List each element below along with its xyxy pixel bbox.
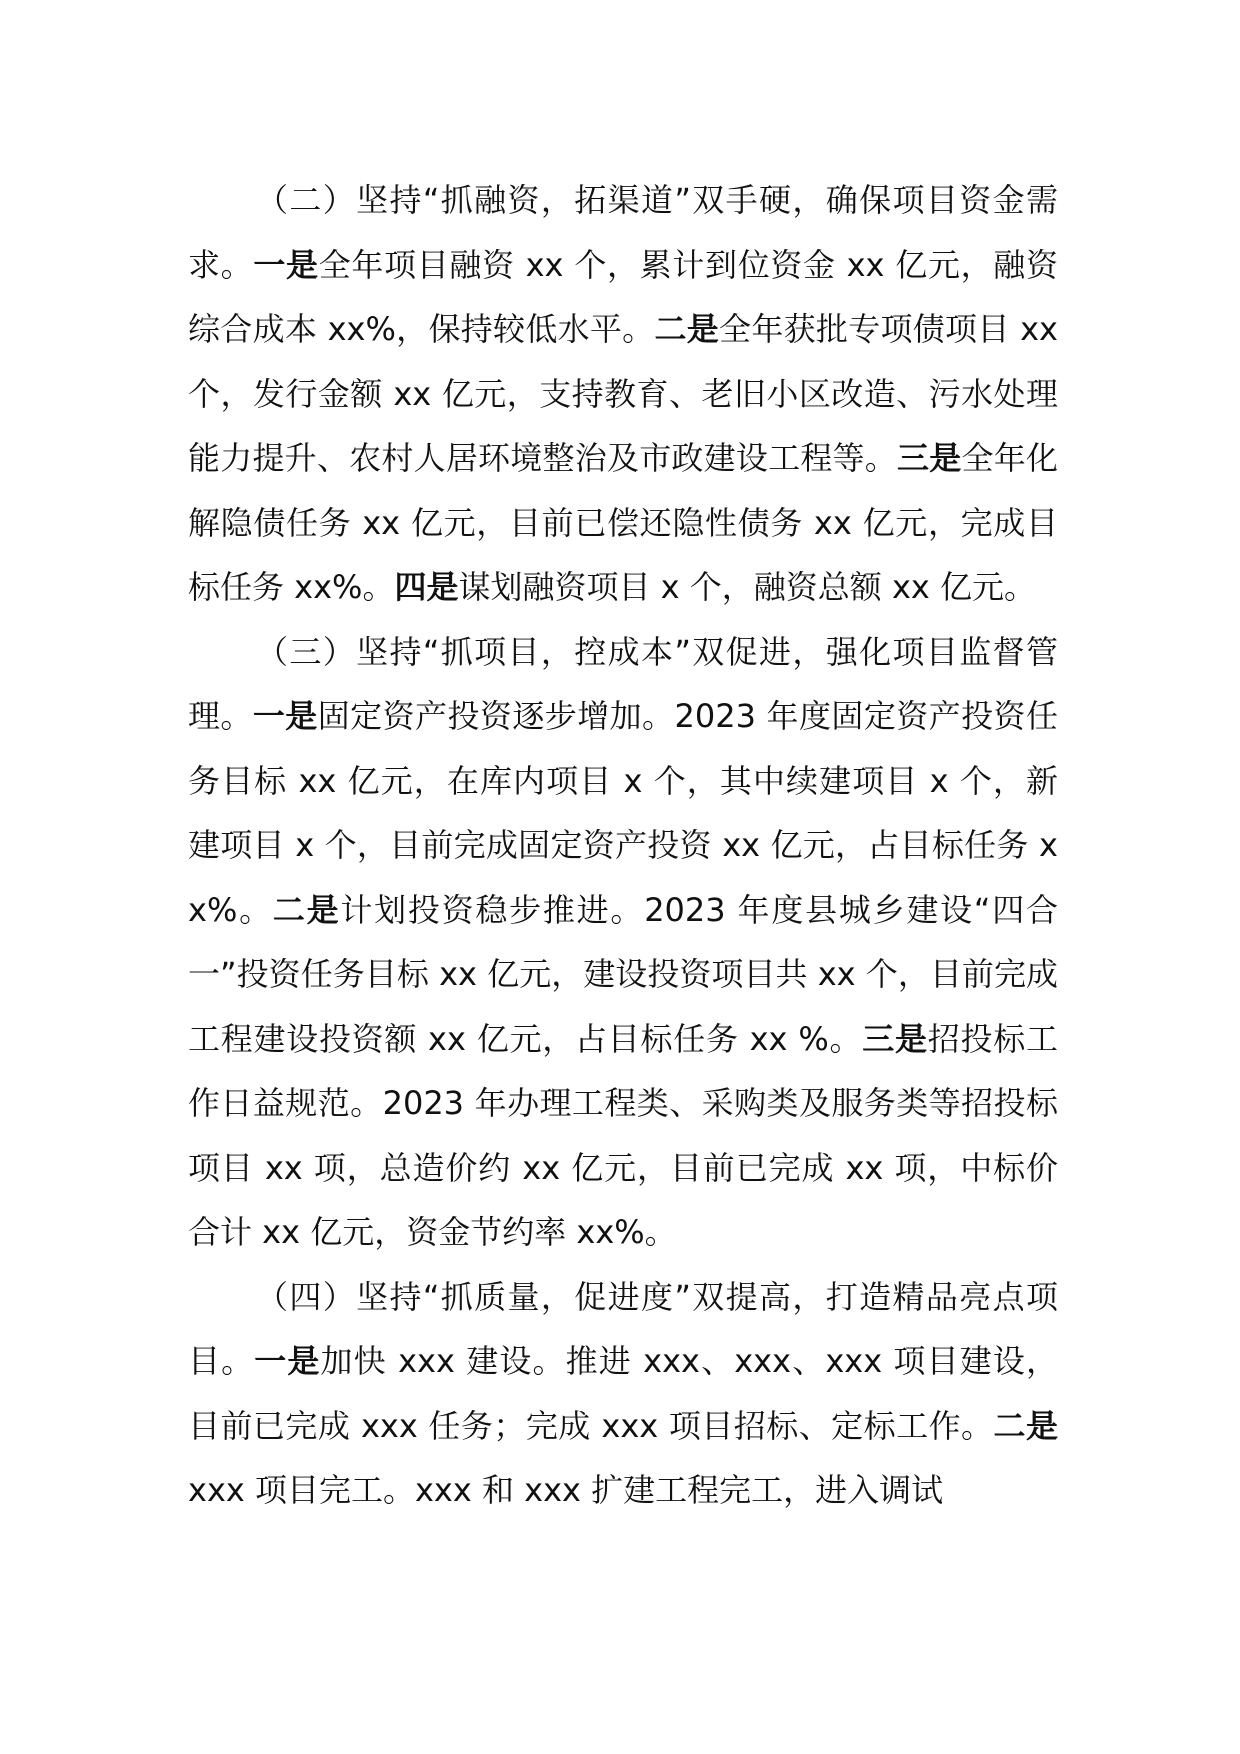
point-label-2: 二是 [654, 310, 720, 348]
document-body [188, 168, 1058, 1523]
paragraph-text: 招投标工作日益规范。2023 年办理工程类、采购类及服务类等招投标项目 xx 项，总造价约 xx 亿元，目前已完成 xx 项，中标价合计 xx 亿元，资金节约率 xx%。 [188, 1019, 1058, 1251]
paragraph-financing [188, 168, 1058, 620]
point-label-2: 二是 [272, 890, 341, 929]
paragraph-text: （三）坚持“抓项目，控成本”双促进，强化项目监督管理。 [188, 632, 1058, 735]
point-label-1: 一是 [253, 245, 319, 284]
paragraph-text: 加快 xxx 建设。推进 xxx、xxx、xxx 项目建设，目前已完成 xxx 任务；完成 xxx 项目招标、定标工作。 [188, 1342, 1058, 1445]
point-label-3: 三是 [862, 1019, 928, 1058]
point-label-4: 四是 [394, 568, 459, 606]
point-label-1: 一是 [252, 697, 318, 735]
paragraph-text: 计划投资稳步推进。2023 年度县城乡建设“四合一”投资任务目标 xx 亿元，建设投资项目共 xx 个，目前完成工程建设投资额 xx 亿元，占目标任务 xx %。 [188, 890, 1058, 1058]
paragraph-text: xxx 项目完工。xxx 和 xxx 扩建工程完工，进入调试 [188, 1471, 944, 1509]
paragraph-text: 固定资产投资逐步增加。2023 年度固定资产投资任务目标 xx 亿元，在库内项目 x 个，其中续建项目 x 个，新建项目 x 个，目前完成固定资产投资 xx 亿元，占目标任务 xx%。 [188, 697, 1058, 929]
paragraph-text: （二）坚持“抓融资，拓渠道”双手硬，确保项目资金需求。 [188, 181, 1058, 284]
point-label-3: 三是 [897, 439, 962, 477]
paragraph-text: 全年化解隐债任务 xx 亿元，目前已偿还隐性债务 xx 亿元，完成目标任务 xx%。 [188, 439, 1058, 606]
paragraph-text: 全年项目融资 xx 个，累计到位资金 xx 亿元，融资综合成本 xx%，保持较低水平。 [188, 245, 1058, 348]
paragraph-text: （四）坚持“抓质量，促进度”双提高，打造精品亮点项目。 [188, 1277, 1058, 1380]
paragraph-quality-progress [188, 1265, 1058, 1523]
paragraph-text: 谋划融资项目 x 个，融资总额 xx 亿元。 [458, 568, 1036, 606]
point-label-2: 二是 [993, 1406, 1058, 1445]
point-label-1: 一是 [254, 1342, 321, 1380]
paragraph-project-cost [188, 620, 1058, 1265]
paragraph-text: 全年获批专项债项目 xx 个，发行金额 xx 亿元，支持教育、老旧小区改造、污水处理能力提升、农村人居环境整治及市政建设工程等。 [188, 310, 1058, 477]
